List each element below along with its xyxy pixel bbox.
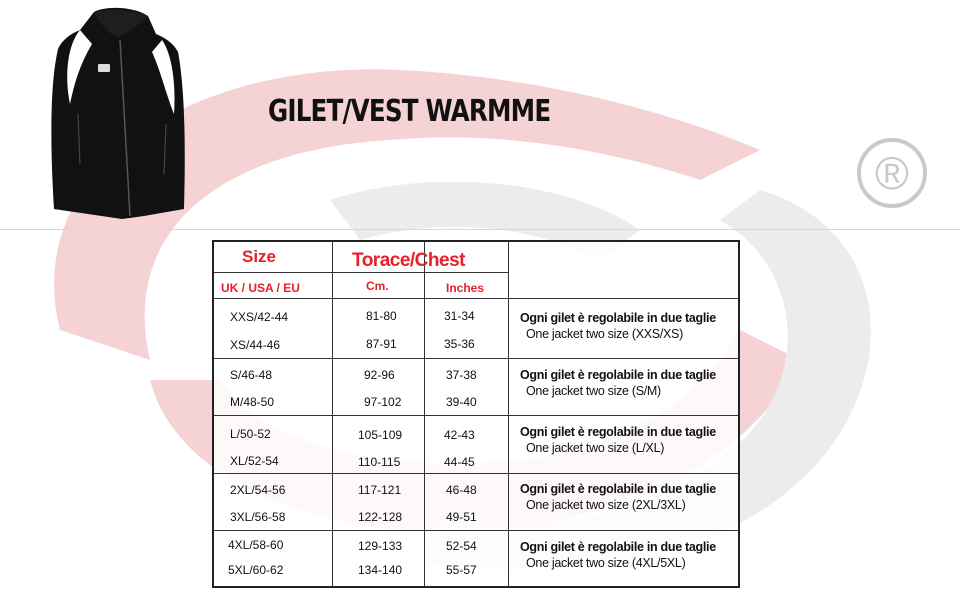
size-cell: 5XL/60-62: [228, 563, 284, 577]
size-cell: XL/52-54: [230, 454, 279, 468]
size-cell: 4XL/58-60: [228, 538, 284, 552]
cm-cell: 105-109: [358, 428, 403, 442]
size-cell: 3XL/56-58: [230, 510, 286, 524]
note-italian: Ogni gilet è regolabile in due taglie: [520, 425, 716, 439]
inches-cell: 49-51: [446, 510, 477, 524]
cm-cell: 122-128: [358, 510, 403, 524]
cm-cell: 92-96: [364, 368, 395, 382]
inches-cell: 44-45: [444, 455, 475, 469]
size-cell: XXS/42-44: [230, 310, 289, 324]
header-cm: Cm.: [366, 279, 389, 293]
size-cell: L/50-52: [230, 427, 271, 441]
inches-cell: 35-36: [444, 337, 475, 351]
note-english: One jacket two size (XXS/XS): [526, 327, 683, 341]
row-divider: [214, 415, 738, 416]
cm-cell: 117-121: [358, 483, 402, 497]
note-italian: Ogni gilet è regolabile in due taglie: [520, 540, 716, 554]
size-note: [520, 310, 716, 342]
size-note: [520, 367, 716, 399]
size-cell: XS/44-46: [230, 338, 281, 352]
registered-trademark-icon: ®: [857, 138, 927, 208]
row-divider: [214, 358, 738, 359]
header-chest: Torace/Chest: [352, 250, 465, 271]
inches-cell: 37-38: [446, 368, 477, 382]
product-title: GILET/VEST WARMME: [268, 94, 551, 129]
header-inches: Inches: [446, 281, 485, 295]
size-chart-table: [212, 240, 740, 588]
column-divider: [424, 242, 425, 586]
column-divider: [332, 242, 333, 586]
note-italian: Ogni gilet è regolabile in due taglie: [520, 368, 716, 382]
horizontal-divider: [0, 229, 960, 230]
row-divider: [214, 272, 508, 273]
inches-cell: 31-34: [444, 309, 475, 323]
cm-cell: 81-80: [366, 309, 397, 323]
row-divider: [214, 530, 738, 531]
note-italian: Ogni gilet è regolabile in due taglie: [520, 482, 716, 496]
inches-cell: 55-57: [446, 563, 477, 577]
size-note: [520, 481, 716, 513]
size-cell: S/46-48: [230, 368, 273, 382]
header-size: Size: [242, 247, 277, 266]
cm-cell: 129-133: [358, 539, 403, 553]
cm-cell: 134-140: [358, 563, 403, 577]
cm-cell: 97-102: [364, 395, 402, 409]
column-divider: [508, 242, 509, 586]
row-divider: [214, 473, 738, 474]
note-english: One jacket two size (S/M): [526, 384, 661, 398]
size-note: [520, 424, 716, 456]
vest-product-image: [44, 4, 194, 219]
inches-cell: 39-40: [446, 395, 477, 409]
cm-cell: 87-91: [366, 337, 397, 351]
cm-cell: 110-115: [358, 455, 401, 469]
note-english: One jacket two size (4XL/5XL): [526, 556, 686, 570]
row-divider: [214, 298, 738, 299]
size-cell: M/48-50: [230, 395, 275, 409]
size-cell: 2XL/54-56: [230, 483, 286, 497]
header-region: UK / USA / EU: [221, 281, 300, 295]
note-english: One jacket two size (L/XL): [526, 441, 665, 455]
inches-cell: 46-48: [446, 483, 477, 497]
note-italian: Ogni gilet è regolabile in due taglie: [520, 311, 716, 325]
inches-cell: 52-54: [446, 539, 477, 553]
inches-cell: 42-43: [444, 428, 475, 442]
note-english: One jacket two size (2XL/3XL): [526, 498, 686, 512]
size-note: [520, 539, 716, 571]
